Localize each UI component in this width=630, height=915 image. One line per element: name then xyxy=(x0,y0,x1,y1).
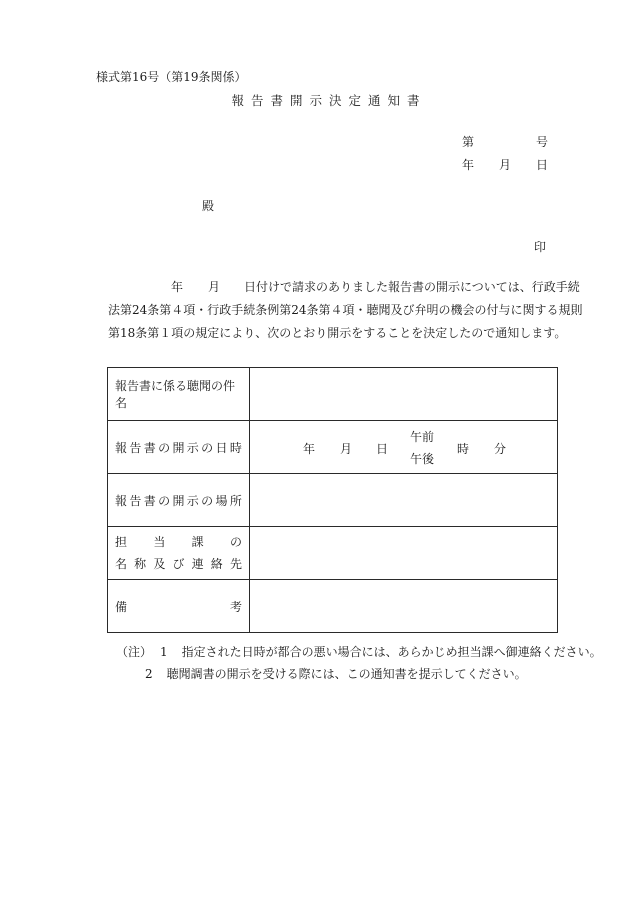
datetime-label-char-8: 日 xyxy=(215,440,228,455)
body-paragraph xyxy=(96,276,583,345)
dept-line2-char-4: び xyxy=(172,557,185,571)
location-label-char-2: 告 xyxy=(129,493,142,508)
date-year: 年 xyxy=(462,158,475,172)
dt-day: 日 xyxy=(376,442,389,456)
table-row xyxy=(108,421,558,474)
remarks-char-2: 考 xyxy=(229,599,242,614)
location-value xyxy=(250,474,558,527)
datetime-label-text xyxy=(115,439,242,456)
dept-char-2: 当 xyxy=(153,535,166,549)
addressee-honorific: 殿 xyxy=(202,199,215,213)
table-row xyxy=(108,368,558,421)
datetime-label xyxy=(108,421,250,474)
datetime-label-char-5: 開 xyxy=(172,440,185,455)
datetime-label-char-6: 示 xyxy=(186,440,199,455)
remarks-value xyxy=(250,580,558,633)
dept-line2-char-3: 及 xyxy=(153,557,166,571)
subject-label xyxy=(108,368,250,421)
doc-number-prefix: 第 xyxy=(462,135,475,149)
location-label-char-8: 場 xyxy=(215,493,228,508)
location-label-char-3: 書 xyxy=(143,493,156,508)
disclosure-info-table xyxy=(107,367,558,633)
notes-prefix: （注） xyxy=(116,645,153,659)
note-text: 指定された日時が都合の悪い場合には、あらかじめ担当課へ御連絡ください。 xyxy=(181,645,602,659)
dept-char-1: 担 xyxy=(115,535,128,549)
table-row xyxy=(108,527,558,580)
seal-mark: 印 xyxy=(534,240,547,254)
doc-number-suffix: 号 xyxy=(536,135,549,149)
datetime-label-char-2: 告 xyxy=(129,440,142,455)
department-label-line2 xyxy=(115,553,242,575)
table-row xyxy=(108,474,558,527)
department-label-line1 xyxy=(115,531,242,553)
datetime-label-char-4: の xyxy=(158,440,171,455)
dt-minute: 分 xyxy=(494,442,507,456)
document-title: 報告書開示決定通知書 xyxy=(231,93,427,108)
remarks-label xyxy=(108,580,250,633)
date-month: 月 xyxy=(499,158,512,172)
body-line-1 xyxy=(96,276,580,299)
note-item xyxy=(116,641,602,663)
table-row xyxy=(108,580,558,633)
location-label-char-6: 示 xyxy=(186,493,199,508)
dt-year: 年 xyxy=(303,442,316,456)
subject-label-text: 報告書に係る聴聞の件名 xyxy=(115,379,236,410)
body-line1-rest: 日付けで請求のありました報告書の開示については、行政手続 xyxy=(244,280,580,294)
dept-char-3: 課 xyxy=(191,535,204,549)
dt-month: 月 xyxy=(340,442,353,456)
dept-line2-char-7: 先 xyxy=(229,557,242,571)
notes xyxy=(116,641,602,685)
datetime-label-char-3: 書 xyxy=(143,440,156,455)
dt-pm: 午後 xyxy=(410,452,435,466)
location-label-char-5: 開 xyxy=(172,493,185,508)
note-item xyxy=(116,663,602,685)
datetime-label-char-9: 時 xyxy=(229,440,242,455)
date-day: 日 xyxy=(536,158,549,172)
dept-line2-char-6: 絡 xyxy=(210,557,223,571)
location-label-char-9: 所 xyxy=(229,493,242,508)
body-line-2: 法第24条第４項・行政手続条例第24条第４項・聴聞及び弁明の機会の付与に関する規則 xyxy=(108,303,583,317)
location-label-char-1: 報 xyxy=(115,493,128,508)
body-year: 年 xyxy=(171,280,184,294)
location-label-char-7: の xyxy=(201,493,214,508)
department-label xyxy=(108,527,250,580)
datetime-fields xyxy=(250,421,557,473)
dept-line2-char-1: 名 xyxy=(115,557,128,571)
dt-hour: 時 xyxy=(457,442,470,456)
datetime-label-char-1: 報 xyxy=(115,440,128,455)
dept-line2-char-2: 称 xyxy=(134,557,147,571)
dept-char-4: の xyxy=(229,535,242,549)
remarks-label-text xyxy=(115,598,242,615)
datetime-label-char-7: の xyxy=(201,440,214,455)
body-month: 月 xyxy=(208,280,221,294)
dept-line2-char-5: 連 xyxy=(191,557,204,571)
note-number: 1 xyxy=(160,645,168,659)
note-text: 聴聞調書の開示を受ける際には、この通知書を提示してください。 xyxy=(166,667,527,681)
department-value xyxy=(250,527,558,580)
remarks-char-1: 備 xyxy=(115,599,128,614)
dt-am: 午前 xyxy=(410,430,435,444)
note-number: 2 xyxy=(145,667,153,681)
datetime-value xyxy=(250,421,558,474)
location-label-text xyxy=(115,492,242,509)
subject-value xyxy=(250,368,558,421)
body-line-3: 第18条第１項の規定により、次のとおり開示をすることを決定したので通知します。 xyxy=(108,326,567,340)
location-label-char-4: の xyxy=(158,493,171,508)
location-label xyxy=(108,474,250,527)
form-number: 様式第16号（第19条関係） xyxy=(96,70,247,84)
